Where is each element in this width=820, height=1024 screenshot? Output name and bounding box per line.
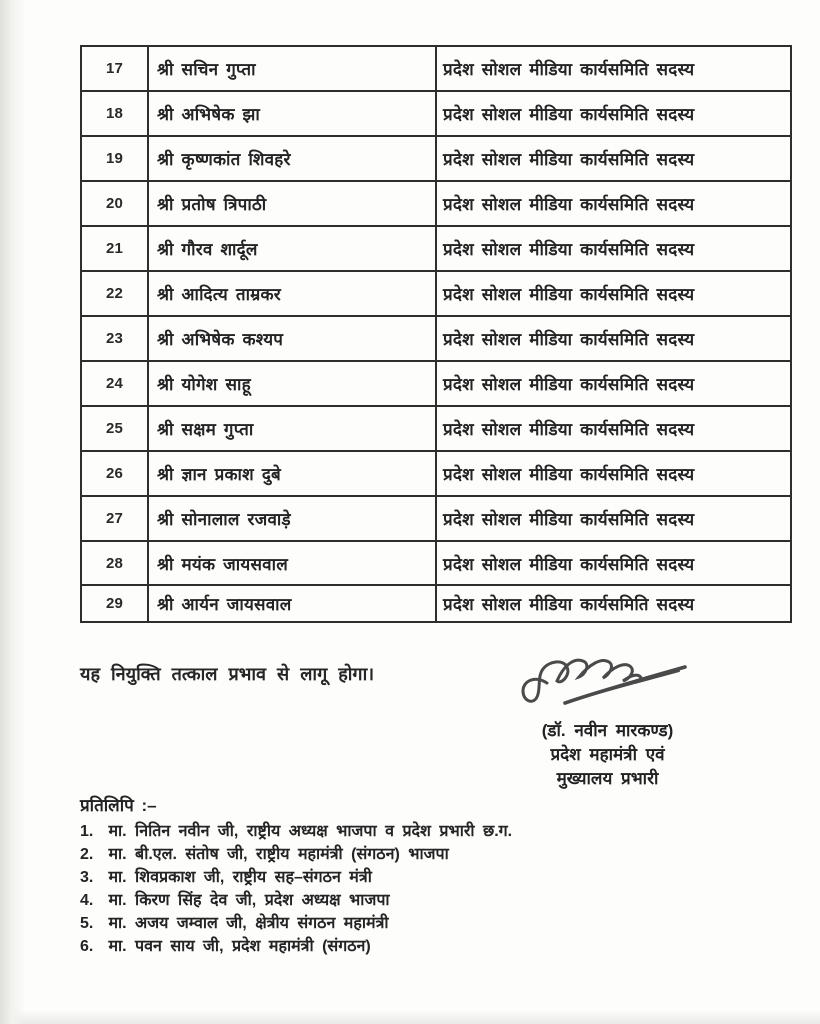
serial-number-cell: 21 (81, 226, 148, 271)
table-row (81, 136, 791, 181)
table-row (81, 541, 791, 585)
table-row (81, 451, 791, 496)
serial-number-cell: 28 (81, 541, 148, 585)
signatory-title-line1: प्रदेश महामंत्री एवं (550, 745, 665, 764)
designation-cell: प्रदेश सोशल मीडिया कार्यसमिति सदस्य (436, 226, 791, 271)
table-row (81, 361, 791, 406)
copy-item-text: मा. नितिन नवीन जी, राष्ट्रीय अध्यक्ष भाजपा व प्रदेश प्रभारी छ.ग. (108, 823, 513, 840)
member-name-cell: श्री आदित्य ताम्रकर (148, 271, 436, 316)
table-row (81, 271, 791, 316)
table-row (81, 316, 791, 361)
copy-item-number: 2. (80, 846, 94, 863)
designation-cell: प्रदेश सोशल मीडिया कार्यसमिति सदस्य (436, 361, 791, 406)
table-row (81, 181, 791, 226)
designation-cell: प्रदेश सोशल मीडिया कार्यसमिति सदस्य (436, 541, 791, 585)
member-name-cell: श्री सोनालाल रजवाड़े (148, 496, 436, 541)
copy-item-text: मा. किरण सिंह देव जी, प्रदेश अध्यक्ष भाजपा (108, 892, 390, 909)
copy-list (80, 820, 512, 958)
closing-statement: यह नियुक्ति तत्काल प्रभाव से लागू होगा। (80, 664, 375, 684)
table-row (81, 91, 791, 136)
appointments-table (80, 45, 792, 623)
handwritten-signature-icon (513, 645, 703, 717)
member-name-cell: श्री अभिषेक कश्यप (148, 316, 436, 361)
table-row (81, 46, 791, 91)
member-name-cell: श्री योगेश साहू (148, 361, 436, 406)
signatory-title-line2: मुख्यालय प्रभारी (556, 769, 659, 788)
member-name-cell: श्री प्रतोष त्रिपाठी (148, 181, 436, 226)
copy-list-item (80, 935, 512, 958)
designation-cell: प्रदेश सोशल मीडिया कार्यसमिति सदस्य (436, 496, 791, 541)
copy-list-item (80, 843, 512, 866)
signatory-name: (डॉ. नवीन मारकण्ड) (541, 721, 674, 740)
member-name-cell: श्री आर्यन जायसवाल (148, 585, 436, 622)
designation-cell: प्रदेश सोशल मीडिया कार्यसमिति सदस्य (436, 271, 791, 316)
member-name-cell: श्री सक्षम गुप्ता (148, 406, 436, 451)
copy-item-number: 1. (80, 823, 94, 840)
serial-number-cell: 26 (81, 451, 148, 496)
serial-number-cell: 17 (81, 46, 148, 91)
copy-item-text: मा. अजय जम्वाल जी, क्षेत्रीय संगठन महामंत्री (108, 915, 389, 932)
copy-item-number: 6. (80, 938, 94, 955)
serial-number-cell: 23 (81, 316, 148, 361)
copy-item-number: 5. (80, 915, 94, 932)
copy-item-text: मा. शिवप्रकाश जी, राष्ट्रीय सह–संगठन मंत्री (108, 869, 372, 886)
table-row (81, 406, 791, 451)
member-name-cell: श्री ज्ञान प्रकाश दुबे (148, 451, 436, 496)
designation-cell: प्रदेश सोशल मीडिया कार्यसमिति सदस्य (436, 91, 791, 136)
designation-cell: प्रदेश सोशल मीडिया कार्यसमिति सदस्य (436, 46, 791, 91)
member-name-cell: श्री अभिषेक झा (148, 91, 436, 136)
copy-list-item (80, 820, 512, 843)
serial-number-cell: 25 (81, 406, 148, 451)
member-name-cell: श्री सचिन गुप्ता (148, 46, 436, 91)
appointments-table-body (81, 46, 791, 622)
designation-cell: प्रदेश सोशल मीडिया कार्यसमिति सदस्य (436, 136, 791, 181)
member-name-cell: श्री कृष्णकांत शिवहरे (148, 136, 436, 181)
copy-list-item (80, 912, 512, 935)
table-row (81, 226, 791, 271)
serial-number-cell: 29 (81, 585, 148, 622)
copy-list-item (80, 866, 512, 889)
table-row (81, 496, 791, 541)
designation-cell: प्रदेश सोशल मीडिया कार्यसमिति सदस्य (436, 451, 791, 496)
copy-item-number: 3. (80, 869, 94, 886)
copy-item-text: मा. पवन साय जी, प्रदेश महामंत्री (संगठन) (108, 938, 371, 955)
member-name-cell: श्री गौरव शार्दूल (148, 226, 436, 271)
member-name-cell: श्री मयंक जायसवाल (148, 541, 436, 585)
copy-list-section (80, 793, 512, 958)
serial-number-cell: 20 (81, 181, 148, 226)
serial-number-cell: 24 (81, 361, 148, 406)
serial-number-cell: 27 (81, 496, 148, 541)
serial-number-cell: 22 (81, 271, 148, 316)
designation-cell: प्रदेश सोशल मीडिया कार्यसमिति सदस्य (436, 316, 791, 361)
designation-cell: प्रदेश सोशल मीडिया कार्यसमिति सदस्य (436, 181, 791, 226)
signature-block (500, 645, 715, 791)
copy-item-number: 4. (80, 892, 94, 909)
copy-item-text: मा. बी.एल. संतोष जी, राष्ट्रीय महामंत्री (संगठन) भाजपा (108, 846, 449, 863)
copy-list-heading: प्रतिलिपि :– (80, 796, 157, 815)
serial-number-cell: 19 (81, 136, 148, 181)
designation-cell: प्रदेश सोशल मीडिया कार्यसमिति सदस्य (436, 585, 791, 622)
serial-number-cell: 18 (81, 91, 148, 136)
designation-cell: प्रदेश सोशल मीडिया कार्यसमिति सदस्य (436, 406, 791, 451)
table-row (81, 585, 791, 622)
copy-list-item (80, 889, 512, 912)
